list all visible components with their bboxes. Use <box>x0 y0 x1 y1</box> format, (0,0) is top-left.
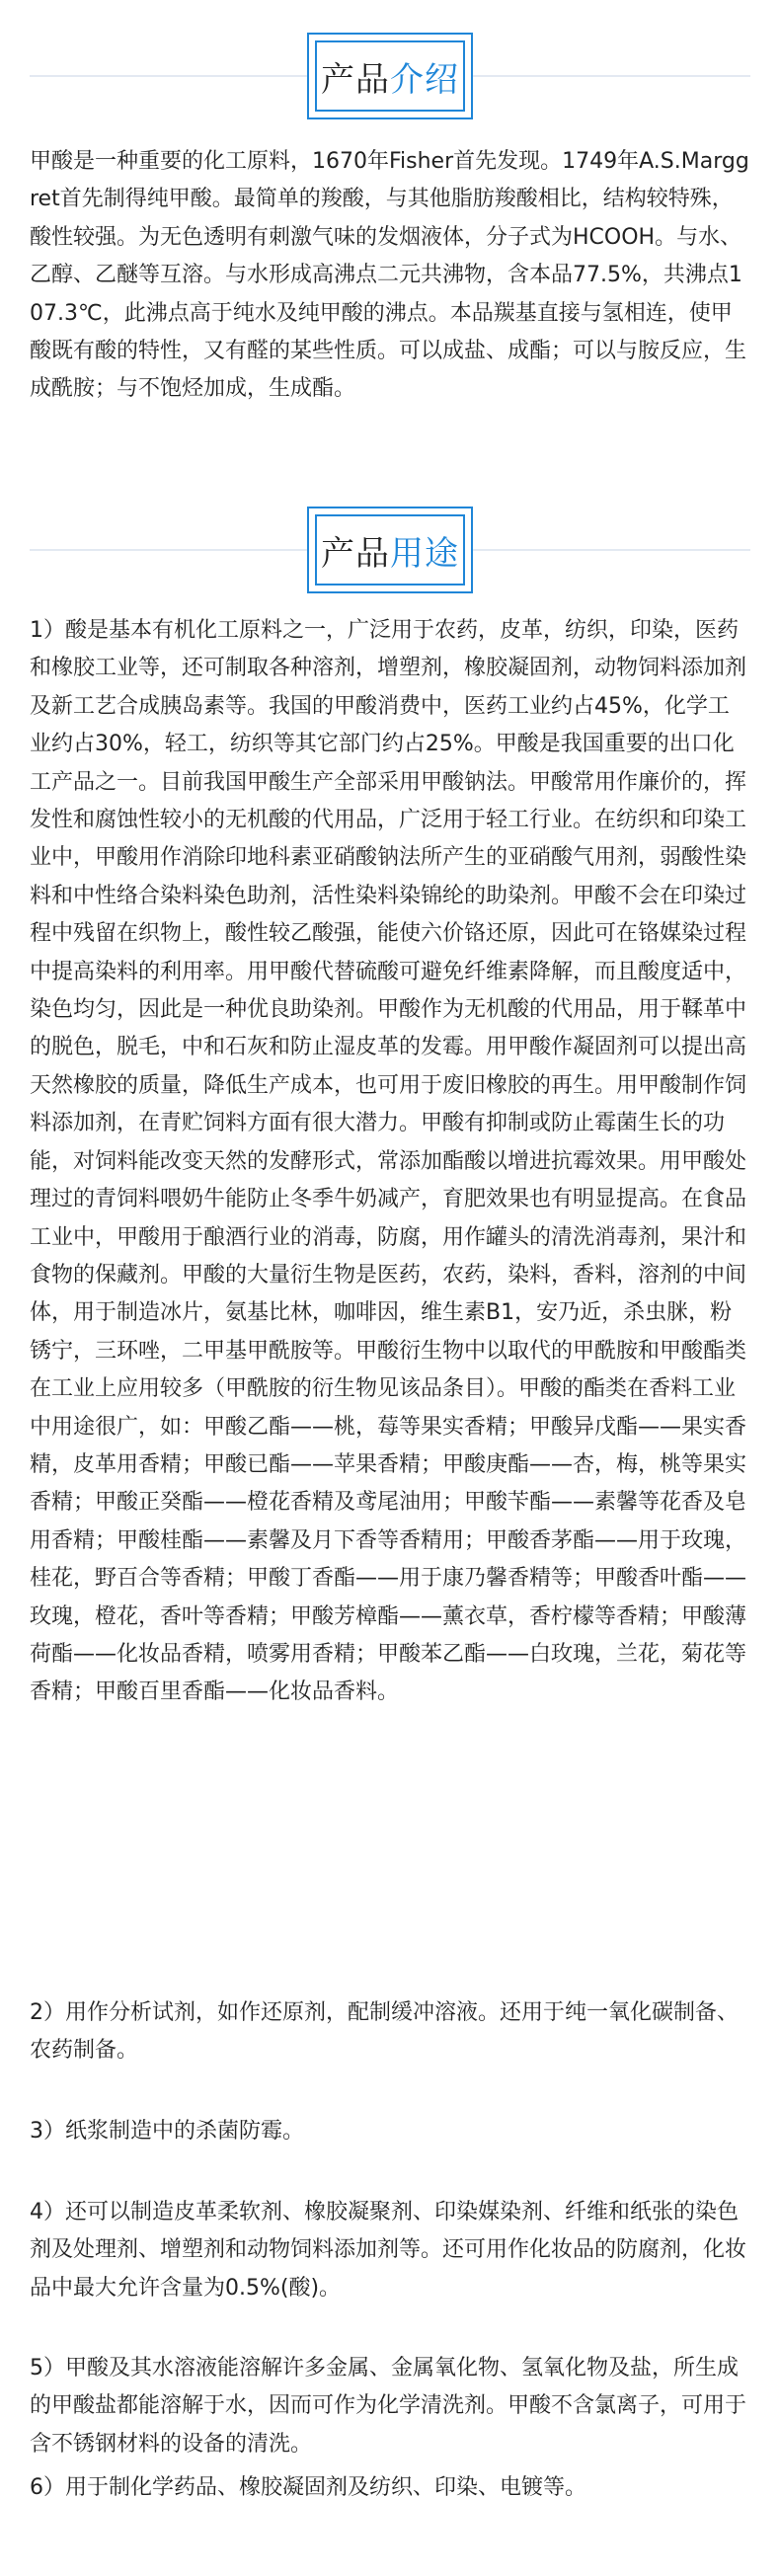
title-part-black: 产品 <box>321 533 390 574</box>
title-part-black: 产品 <box>321 59 390 100</box>
title-part-blue: 用途 <box>390 533 459 574</box>
title-frame <box>307 33 473 119</box>
title-part-blue: 介绍 <box>390 59 459 100</box>
title-text <box>315 514 465 585</box>
usage-item-1: 1）酸是基本有机化工原料之一，广泛用于农药，皮革，纺织，印染，医药和橡胶工业等，还可制取各种溶剂，增塑剂，橡胶凝固剂，动物饲料添加剂及新工艺合成胰岛素等。我国的甲酸消费中，医药工业约占45%，化学工业约占30%，轻工，纺织等其它部门约占25%。甲酸是我国重要的出口化工产品之一。目前我国甲酸生产全部采用甲酸钠法。甲酸常用作廉价的，挥发性和腐蚀性较小的无机酸的代用品，广泛用于轻工行业。在纺织和印染工业中，甲酸用作消除印地科素亚硝酸钠法所产生的亚硝酸气用剂，弱酸性染料和中性络合染料染色助剂，活性染料染锦纶的助染剂。甲酸不会在印染过程中残留在织物上，酸性较乙酸强，能使六价铬还原，因此可在铬媒染过程中提高染料的利用率。用甲酸代替硫酸可避免纤维素降解，而且酸度适中，染色均匀，因此是一种优良助染剂。甲酸作为无机酸的代用品，用于鞣革中的脱色，脱毛，中和石灰和防止湿皮革的发霉。用甲酸作凝固剂可以提出高天然橡胶的质量，降低生产成本，也可用于废旧橡胶的再生。用甲酸制作饲料添加剂，在青贮饲料方面有很大潜力。甲酸有抑制或防止霉菌生长的功能，对饲料能改变天然的发酵形式，常添加酯酸以增进抗霉效果。用甲酸处理过的青饲料喂奶牛能防止冬季牛奶减产，育肥效果也有明显提高。在食品工业中，甲酸用于酿酒行业的消毒，防腐，用作罐头的清洗消毒剂，果汁和食物的保藏剂。甲酸的大量衍生物是医药，农药，染料，香料，溶剂的中间体，用于制造冰片，氨基比林，咖啡因，维生素B1，安乃近，杀虫脒，粉锈宁，三环唑，二甲基甲酰胺等。甲酸衍生物中以取代的甲酰胺和甲酸酯类在工业上应用较多（甲酰胺的衍生物见该品条目）。甲酸的酯类在香料工业中用途很广，如：甲酸乙酯——桃，莓等果实香精；甲酸异戊酯——果实香精，皮革用香精；甲酸已酯——苹果香精；甲酸庚酯——杏，梅，桃等果实香精；甲酸正癸酯——橙花香精及鸢尾油用；甲酸苄酯——素馨等花香及皂用香精；甲酸桂酯——素馨及月下香等香精用；甲酸香茅酯——用于玫瑰，桂花，野百合等香精；甲酸丁香酯——用于康乃馨香精等；甲酸香叶酯——玫瑰，橙花，香叶等香精；甲酸芳樟酯——薰衣草，香柠檬等香精；甲酸薄荷酯——化妆品香精，喷雾用香精；甲酸苯乙酯——白玫瑰，兰花，菊花等香精；甲酸百里香酯——化妆品香料。 <box>30 618 747 1705</box>
title-divider-right <box>472 549 750 551</box>
section-title-intro <box>0 33 780 119</box>
title-divider-left <box>30 549 308 551</box>
title-divider-left <box>30 75 308 77</box>
title-frame <box>307 507 473 593</box>
usage-item-4: 4）还可以制造皮革柔软剂、橡胶凝聚剂、印染媒染剂、纤维和纸张的染色剂及处理剂、增塑剂和动物饲料添加剂等。还可用作化妆品的防腐剂，化妆品中最大允许含量为0.5%(酸)。 <box>30 2200 747 2301</box>
section-title-usage <box>0 507 780 593</box>
usage-item-6: 6）用于制化学药品、橡胶凝固剂及纺织、印染、电镀等。 <box>30 2475 586 2500</box>
intro-paragraph: 甲酸是一种重要的化工原料，1670年Fisher首先发现。1749年A.S.Marggret首先制得纯甲酸。最简单的羧酸，与其他脂肪羧酸相比，结构较特殊，酸性较强。为无色透明有刺激气味的发烟液体，分子式为HCOOH。与水、乙醇、乙醚等互溶。与水形成高沸点二元共沸物，含本品77.5%，共沸点107.3℃，此沸点高于纯水及纯甲酸的沸点。本品羰基直接与氢相连，使甲酸既有酸的特性，又有醛的某些性质。可以成盐、成酯；可以与胺反应，生成酰胺；与不饱烃加成，生成酯。 <box>30 149 749 402</box>
title-divider-right <box>472 75 750 77</box>
usage-item-2: 2）用作分析试剂，如作还原剂，配制缓冲溶液。还用于纯一氧化碳制备、农药制备。 <box>30 2000 739 2064</box>
title-text <box>315 40 465 112</box>
usage-item-5: 5）甲酸及其水溶液能溶解许多金属、金属氧化物、氢氧化物及盐，所生成的甲酸盐都能溶解于水，因而可作为化学清洗剂。甲酸不含氯离子，可用于含不锈钢材料的设备的清洗。 <box>30 2356 747 2457</box>
usage-item-3: 3）纸浆制造中的杀菌防霉。 <box>30 2119 304 2144</box>
